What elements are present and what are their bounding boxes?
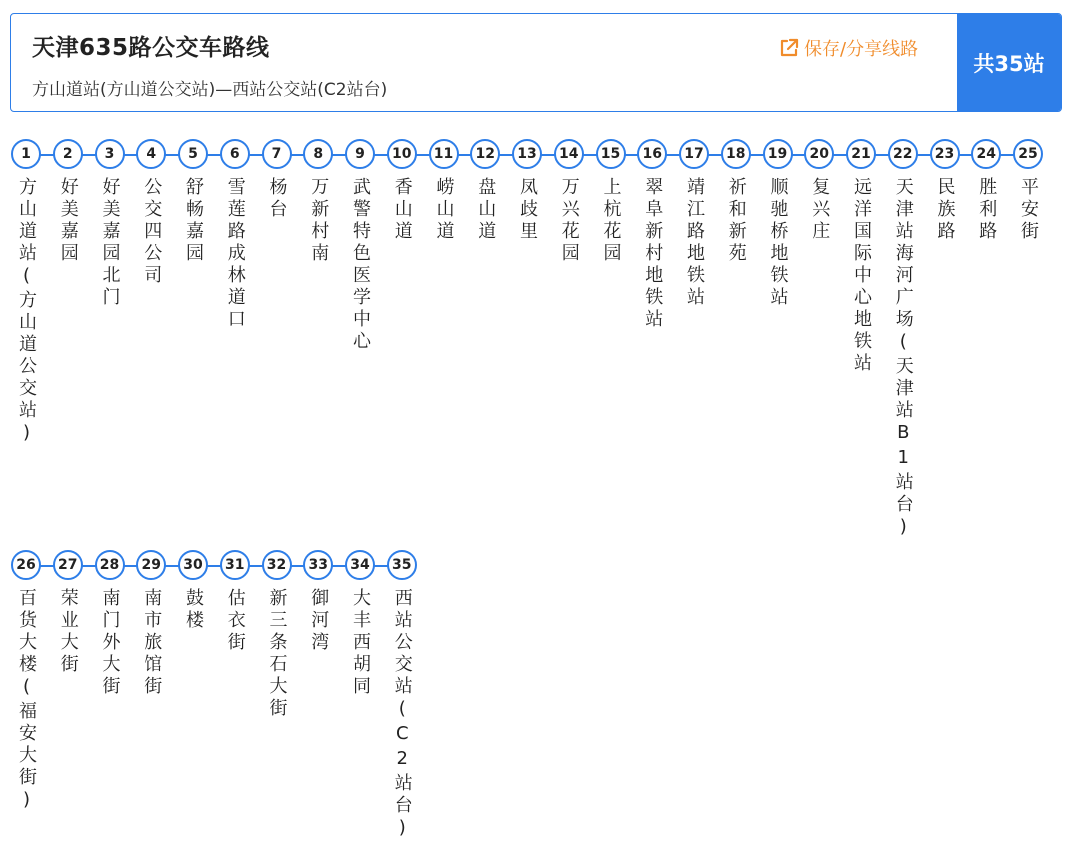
stop-number[interactable]: 2 (53, 139, 83, 169)
stop-number[interactable]: 1 (11, 139, 41, 169)
save-share-label: 保存/分享线路 (804, 39, 919, 60)
stop-name: 胜利路 (976, 177, 998, 243)
stop-number[interactable]: 8 (303, 139, 333, 169)
stop-number[interactable]: 26 (11, 550, 41, 580)
stop-name: 崂山道 (433, 177, 455, 243)
stop-name: 顺驰桥地铁站 (767, 177, 789, 309)
stop-count-badge: 共35站 (957, 14, 1061, 111)
stop-number[interactable]: 25 (1013, 139, 1043, 169)
stop-name: 百货大楼(福安大街) (16, 588, 37, 814)
stop-name: 复兴庄 (809, 177, 831, 243)
stop-name: 天津站海河广场(天津站B1站台) (892, 177, 914, 541)
stop-number[interactable]: 12 (470, 139, 500, 169)
stop-name: 靖江路地铁站 (684, 177, 705, 309)
stop-name: 杨台 (266, 177, 288, 221)
stop-name: 翠阜新村地铁站 (642, 177, 664, 331)
stop-number[interactable]: 30 (178, 550, 208, 580)
stop-number[interactable]: 31 (220, 550, 250, 580)
stop-number[interactable]: 10 (387, 139, 417, 169)
stop-name: 民族路 (934, 177, 956, 243)
stop-name: 鼓楼 (183, 588, 204, 632)
route-subtitle: 方山道站(方山道公交站)—西站公交站(C2站台) (32, 80, 388, 100)
stop-name: 南门外大街 (99, 588, 121, 698)
stop-name: 万新村南 (308, 177, 330, 265)
stop-number[interactable]: 3 (95, 139, 125, 169)
stop-name: 新三条石大街 (266, 588, 288, 720)
stop-name: 凤歧里 (517, 177, 538, 243)
stop-number[interactable]: 22 (888, 139, 918, 169)
route-title: 天津635路公交车路线 (32, 35, 270, 61)
stop-number[interactable]: 35 (387, 550, 417, 580)
stop-number[interactable]: 16 (637, 139, 667, 169)
stop-number[interactable]: 17 (679, 139, 709, 169)
stop-name: 盘山道 (475, 177, 497, 243)
stop-number[interactable]: 29 (136, 550, 166, 580)
stop-number[interactable]: 6 (220, 139, 250, 169)
stop-number[interactable]: 34 (345, 550, 375, 580)
stop-name: 万兴花园 (558, 177, 580, 265)
stop-number[interactable]: 13 (512, 139, 542, 169)
stop-name: 西站公交站(C2站台) (391, 588, 413, 842)
stop-name: 大丰西胡同 (350, 588, 371, 698)
stop-number[interactable]: 11 (429, 139, 459, 169)
stop-number[interactable]: 14 (554, 139, 584, 169)
stop-number[interactable]: 32 (262, 550, 292, 580)
stop-number[interactable]: 24 (971, 139, 1001, 169)
stop-name: 舒畅嘉园 (183, 177, 204, 265)
stop-number[interactable]: 23 (930, 139, 960, 169)
stop-name: 方山道站(方山道公交站) (16, 177, 37, 447)
stop-name: 南市旅馆街 (141, 588, 163, 698)
stop-name: 好美嘉园 (57, 177, 79, 265)
stop-number[interactable]: 19 (763, 139, 793, 169)
stop-name: 公交四公司 (141, 177, 163, 287)
stop-name: 远洋国际中心地铁站 (851, 177, 872, 375)
stop-name: 平安街 (1018, 177, 1039, 243)
stop-number[interactable]: 28 (95, 550, 125, 580)
stop-number[interactable]: 18 (721, 139, 751, 169)
stop-number[interactable]: 33 (303, 550, 333, 580)
stop-number[interactable]: 20 (804, 139, 834, 169)
stop-number[interactable]: 5 (178, 139, 208, 169)
stop-name: 好美嘉园北门 (99, 177, 121, 309)
stop-name: 荣业大街 (57, 588, 79, 676)
stop-name: 御河湾 (308, 588, 330, 654)
stop-name: 估衣街 (224, 588, 246, 654)
stop-number[interactable]: 4 (136, 139, 166, 169)
stop-name: 武警特色医学中心 (350, 177, 371, 353)
stop-name: 雪莲路成林道口 (224, 177, 246, 331)
stop-name: 祈和新苑 (725, 177, 747, 265)
stop-name: 香山道 (391, 177, 413, 243)
stop-name: 上杭花园 (600, 177, 622, 265)
stop-number[interactable]: 27 (53, 550, 83, 580)
stop-number[interactable]: 21 (846, 139, 876, 169)
stop-number[interactable]: 7 (262, 139, 292, 169)
stop-number[interactable]: 15 (596, 139, 626, 169)
stop-number[interactable]: 9 (345, 139, 375, 169)
